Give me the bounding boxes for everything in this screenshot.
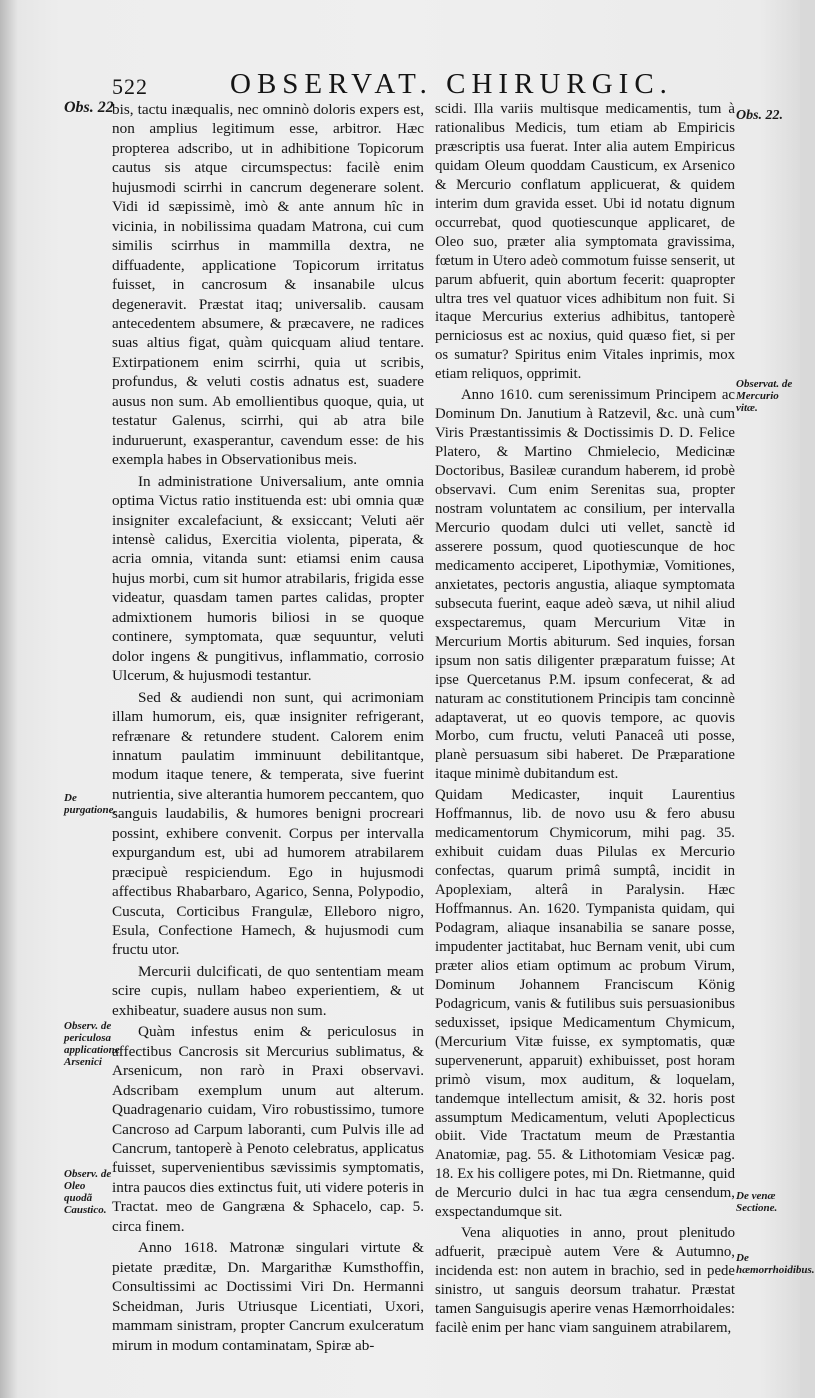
left-paragraph-6: Anno 1618. Matronæ singulari virtute & pietate præditæ, Dn. Margarithæ Kumsthoffin, Consultissimi ac Doctissimi Viri Dn. Hermanni Scheidman, Juris Utriusque Licentiati, Uxori, mammam sinistram, propter Cancrum exulceratum mirum in modum contaminatam, Spiræ ab- [112, 1239, 424, 1354]
page-header [112, 68, 752, 104]
margin-note-oleo: Observ. de Oleo quodã Caustico. [64, 1168, 112, 1216]
margin-note-obs-right: Obs. 22. [736, 108, 784, 123]
left-text-column [112, 100, 424, 1355]
right-paragraph-3: Quidam Medicaster, inquit Laurentius Hoffmannus, lib. de novo usu & fero abusu medicamentorum Chymicorum, mihi pag. 35. exhibuit cuidam duas Pilulas ex Mercurio confectas, quarum primâ sumptâ, incidit in Apoplexiam, alterâ in Paralysin. Hæc Hoffmannus. An. 1620. Tympanista quidam, qui Podagram, aliaque insanabilia se sanare posse, impudenter jactitabat, huc Bernam venit, ubi cum præter alios etiam optimum ac probum Virum, Dominum Johannem Franciscum König Podagricum, vanis & futilibus suis persuasionibus seduxisset, ipsique Medicamentum Chymicum, (Mercurium Vitæ fuisse, ex symptomatis, quæ supervenerunt, apparuit) exhibuisset, post horam primò visum, mox auditum, & loquelam, tandemque intellectum amisit, & 32. horis post assumptum Medicamentum, veluti Apoplecticus obiit. Vide Tractatum meum de Præstantia Anatomiæ, pag. 55. & Lithotomiam Vesicæ pag. 18. Ex his colligere potes, mi Dn. Rietmanne, quid de Mercurio dulci in hac tua ægra censendum, exspectandumque sit. [435, 787, 735, 1221]
margin-note-mercurio: Observat. de Mercurio vitæ. [736, 378, 793, 414]
margin-note-obs-left: Obs. 22 [64, 99, 114, 116]
left-paragraph-5: Quàm infestus enim & periculosus in affectibus Cancrosis sit Mercurius sublimatus, & Arsenicum, non rarò in Praxi observavi. Adscribam exemplum unum aut alterum. Quadragenario cuidam, Viro robustissimo, tumore Cancroso ad Carpum laboranti, cum Pulvis ille ad Cancrum, tantoperè à Penoto celebratus, applicatus fuisset, supervenientibus sævissimis symptomatis, intra paucos dies extinctus fuit, uti videre poteris in Tractat. meo de Gangræna & Sphacelo, cap. 5. circa finem. [112, 1023, 424, 1235]
margin-note-arsenici: Observ. de periculosa applicatione Arsenici [64, 1020, 120, 1068]
right-paragraph-1: scidi. Illa variis multisque medicamentis, tum à rationalibus Medicis, tum etiam ab Empiricis præscriptis usa fuerat. Inter alia autem Empiricus quidam Oleum quoddam Causticum, ex Arsenico & Mercurio conflatum applicuerat, & quidem interim dum gravida esset. Ubi id notatu dignum occurrebat, quod quotiescunque applicaret, de Oleo suo, præter alia symptomata gravissima, fœtum in Utero adeò commotum fuisse senserit, ut parum abfuerit, quin abortum fecerit: quapropter ultra tres vel quatuor vices adhibitum non fuit. Si itaque Mercurius exterius adhibitus, tantoperè perniciosus est ac noxius, quid quæso fiet, si per os sumatur? Spiritus enim Vitales inprimis, mox etiam reliquos, opprimit. [435, 101, 735, 383]
left-paragraph-3: Sed & audiendi non sunt, qui acrimoniam illam humorum, eis, quæ insigniter refrigerant, refrænare & retundere student. Calorem enim innatum paulatim imminuunt debilitantque, modum itaque tenere, & temperata, sive fuerint nutrientia, sive alterantia humorem peccantem, quo sanguis laudabilis, & humores benigni procreari possint, exhibere convenit. Corpus per intervalla expurgandum est, ubi ad humorem atrabilarem præcipuè respiciendum. Ego in hujusmodi affectibus Rhabarbaro, Agarico, Senna, Polypodio, Cuscuta, Corticibus Frangulæ, Elleboro nigro, Esula, Confectione Hamech, & hujusmodi cum fructu utor. [112, 688, 424, 959]
margin-note-haemorr: De hæmorrhoidibus. [736, 1252, 815, 1276]
left-paragraph-4: Mercurii dulcificati, de quo sententiam meam scire cupis, nullam habeo experientiem, & ut exhibeatur, suadere ausus non sum. [112, 962, 424, 1019]
left-paragraph-2: In administratione Universalium, ante omnia optima Victus ratio instituenda est: ubi omnia quæ insigniter excalefaciunt, & exsiccant; Veluti aër intensè calidus, Exercitia violenta, piperata, & acria omnia, vitanda sunt: etiamsi enim causa hujus morbi, cum sit humor atrabilaris, frigida esse videatur, quasdam tamen partes calidas, propter admixtionem humoris biliosi in se quoque continere, symptomata, quæ sequuntur, veluti dolor ingens & pungitivus, inflammatio, corrosio Ulcerum, & hujusmodi testantur. [112, 472, 424, 685]
page-number: 522 [112, 74, 148, 99]
right-paragraph-2: Anno 1610. cum serenissimum Principem ac Dominum Dn. Janutium à Ratzevil, &c. unà cum Viris Præstantissimis & Doctissimis D. D. Felice Platero, & Martino Chmielecio, Medicinæ Doctoribus, Basileæ curandum haberem, id probè observavi. Cum enim Serenitas sua, propter nostram voluntatem ac consilium, per intervalla Mercurio quodam dulci uti vellet, sanctè id asserere possum, quod quotiescunque de hoc medicamento acciperet, Lipothymiæ, Vomitiones, anxietates, pectoris angustia, aliaque symptomata subsecuta fuerint, eaque adeò sæva, ut nihil aliud exspectaremus, quam Mercurium Vitæ in Mercurium Mortis abiturum. Sed inquies, forsan ipsum non satis diligenter præparatum fuisse; At ipse Quercetanus P.M. ipsum confecerat, & ad naturam ac constitutionem Principis tam concinnè adaptaverat, ut eo quovis tempore, ac quovis Morbo, cum fructu, veluti Panaceâ uti posse, planè persuasum sibi haberet. De Præparatione itaque minimè dubitandum est. [435, 387, 735, 783]
running-title: OBSERVAT. CHIRURGIC. [230, 68, 673, 100]
margin-note-purgatione: De purgatione. [64, 792, 117, 816]
left-paragraph-1: bis, tactu inæqualis, nec omninò doloris expers est, non amplius legitimum esse, arbitror. Hæc propterea adscribo, ut in adhibitione Topicorum cautus sis atque circumspectus: facilè enim hujusmodi scirrhi in cancrum degenerare solent. Vidi id sæpissimè, imò & ante annum hîc in vicinia, in nobilissima quadam Matrona, cui cum similis scirrhus in mammilla dextra, ne diffuadente, applicatione Topicorum irritatus fuisset, in cancrosum & insanabile ulcus degeneravit. Præstat itaq; universalib. causam antecedentem absumere, & præcavere, ne radices suas altius figat, quàm quicquam aliud tentare. Extirpationem enim scirrhi, quia ut scribis, profundus, & veluti costis adnatus est, suadere ausus non sum. Ab emollientibus quoque, quia, ut testatur Galenus, scirrhi, qui ab atra bile induruerunt, exasperantur, cavendum esse: de his exempla habes in Observationibus meis. [112, 101, 424, 469]
margin-note-venae: De venæ Sectione. [736, 1190, 778, 1214]
right-paragraph-4: Vena aliquoties in anno, prout plenitudo adfuerit, præcipuè autem Vere & Autumno, incidenda est: non autem in brachio, sed in pede sinistro, ut sanguis deorsum trahatur. Præstat tamen Sanguisugis aperire venas Hæmorrhoidales: facilè enim per hanc viam sanguinem atrabilarem, [435, 1225, 735, 1336]
right-text-column [435, 100, 735, 1338]
